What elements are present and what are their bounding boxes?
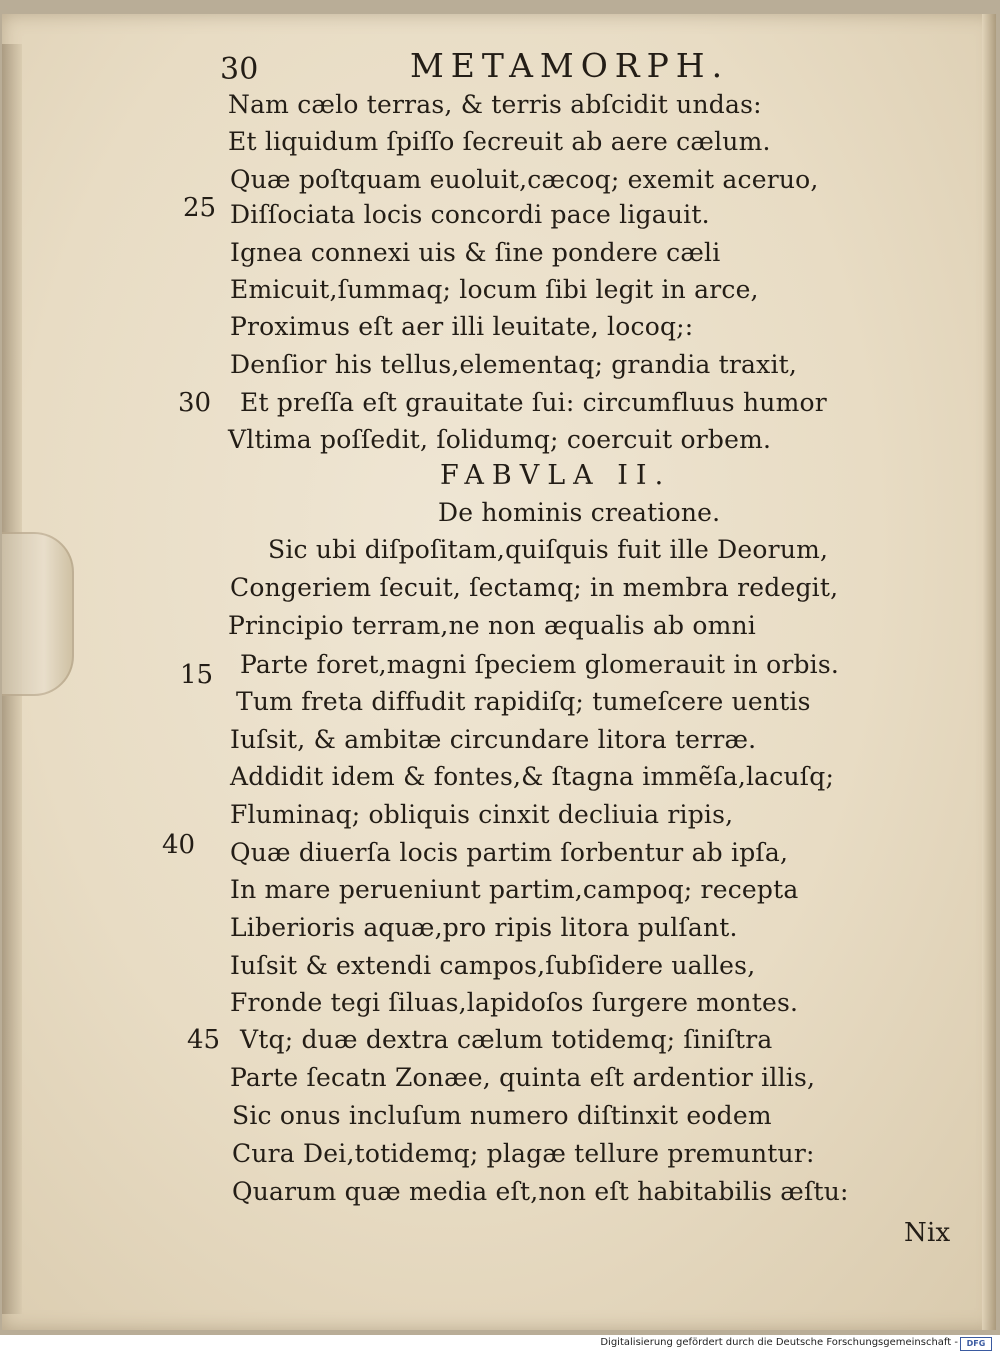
- line-number: 30: [178, 388, 212, 418]
- line-number: 25: [183, 193, 217, 223]
- catchword: Nix: [904, 1218, 951, 1248]
- verse-line: Vtq; duæ dextra cælum totidemq; ſiniſtra: [240, 1025, 773, 1054]
- line-number: 45: [187, 1025, 221, 1055]
- dfg-logo: DFG: [960, 1337, 992, 1351]
- verse-line: Proximus eſt aer illi leuitate, locoq;:: [230, 312, 694, 341]
- running-title: METAMORPH.: [410, 46, 730, 85]
- digitization-credit: Digitalisierung gefördert durch die Deutsche Forschungsgemeinschaft -: [600, 1337, 958, 1348]
- verse-line: Quæ poſtquam euoluit,cæcoq; exemit aceruo,: [230, 165, 819, 194]
- verse-line: Et liquidum ſpiſſo ſecreuit ab aere cælum.: [228, 127, 771, 156]
- page-clamp: [2, 532, 74, 696]
- page-number: 30: [220, 52, 259, 87]
- verse-line: Nam cælo terras, & terris abſcidit undas:: [228, 90, 762, 119]
- verse-line: Iuſsit & extendi campos,ſubſidere ualles,: [230, 951, 756, 980]
- verse-line: Ignea connexi uis & ſine pondere cæli: [230, 238, 721, 267]
- verse-line: Sic ubi diſpoſitam,quiſquis fuit ille Deorum,: [268, 535, 829, 564]
- verse-line: Denſior his tellus,elementaq; grandia traxit,: [230, 350, 798, 379]
- verse-line: Vltima poſſedit, ſolidumq; coercuit orbem.: [228, 425, 772, 454]
- verse-line: Cura Dei,totidemq; plagæ tellure premuntur:: [232, 1139, 815, 1168]
- verse-line: Fronde tegi ſiluas,lapidoſos ſurgere montes.: [230, 988, 799, 1017]
- verse-line: Parte foret,magni ſpeciem glomerauit in orbis.: [240, 650, 840, 679]
- line-number: 15: [180, 660, 214, 690]
- fabula-heading: FABVLA II.: [440, 460, 672, 491]
- verse-line: Principio terram,ne non æqualis ab omni: [228, 611, 756, 640]
- verse-line: Et preſſa eſt grauitate ſui: circumfluus humor: [240, 388, 827, 417]
- fabula-subheading: De hominis creatione.: [438, 498, 721, 527]
- verse-line: Diſſociata locis concordi pace ligauit.: [230, 200, 710, 229]
- verse-line: Liberioris aquæ,pro ripis litora pulſant.: [230, 913, 738, 942]
- verse-line: Congeriem ſecuit, ſectamq; in membra redegit,: [230, 573, 839, 602]
- verse-line: Iuſsit, & ambitæ circundare litora terræ.: [230, 725, 757, 754]
- verse-line: Quæ diuerſa locis partim ſorbentur ab ipſa,: [230, 838, 789, 867]
- verse-line: Quarum quæ media eſt,non eſt habitabilis æſtu:: [232, 1177, 849, 1206]
- verse-line: Sic onus incluſum numero diſtinxit eodem: [232, 1101, 772, 1130]
- verse-line: Fluminaq; obliquis cinxit decliuia ripis,: [230, 800, 734, 829]
- verse-line: In mare perueniunt partim,campoq; recepta: [230, 875, 799, 904]
- verse-line: Tum freta diffudit rapidiſq; tumeſcere uentis: [236, 687, 811, 716]
- verse-line: Addidit idem & fontes,& ſtagna immẽſa,lacuſq;: [230, 762, 835, 791]
- line-number: 40: [162, 830, 196, 860]
- verse-line: Parte ſecatn Zonæe, quinta eſt ardentior illis,: [230, 1063, 816, 1092]
- page-fore-edge: [982, 14, 996, 1330]
- verse-line: Emicuit,ſummaq; locum ſibi legit in arce,: [230, 275, 759, 304]
